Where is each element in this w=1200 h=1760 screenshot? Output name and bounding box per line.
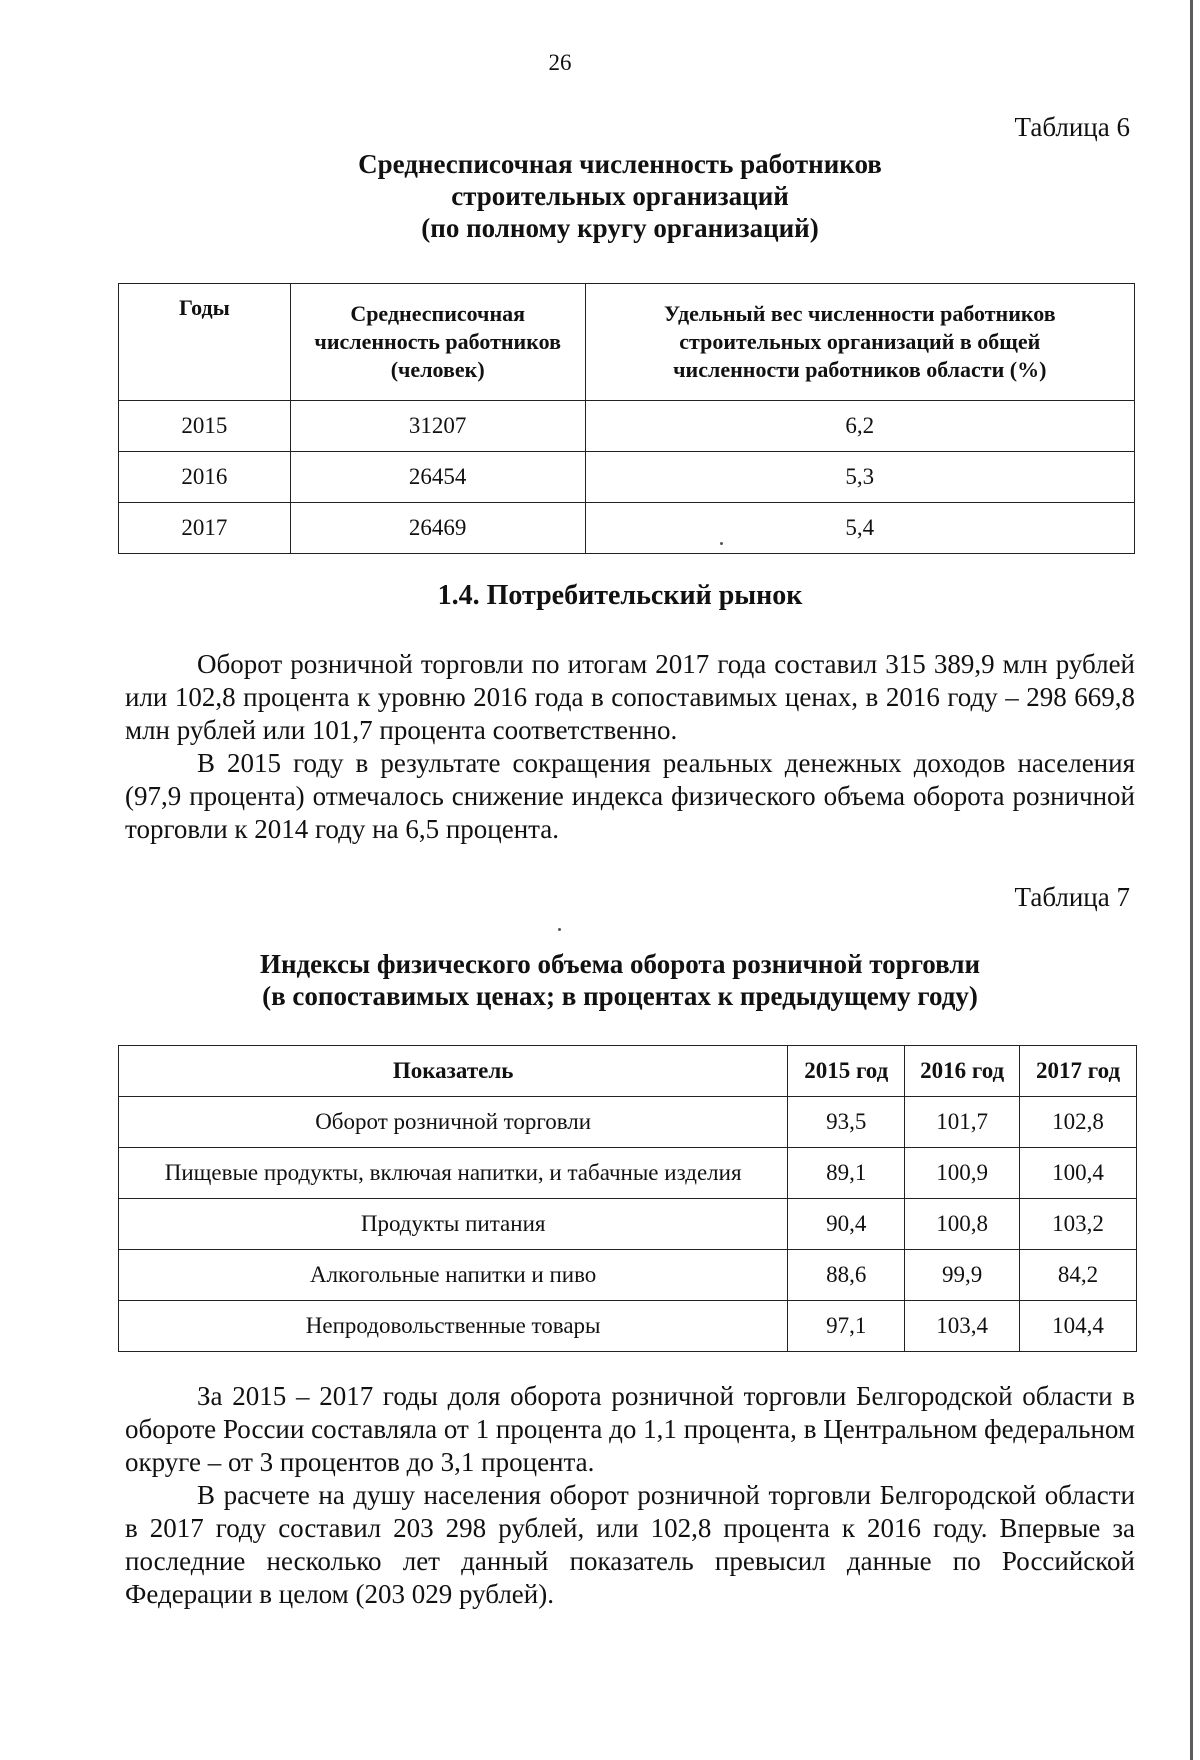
table7-cell: 84,2 [1020, 1250, 1137, 1301]
table-row [119, 1199, 1137, 1250]
paragraph-block-1 [125, 648, 1135, 846]
table7-label: Таблица 7 [1014, 882, 1130, 912]
table7-cell: 88,6 [788, 1250, 905, 1301]
table-row [119, 503, 1135, 554]
table6-header-row [119, 284, 1135, 401]
table7-cell: 90,4 [788, 1199, 905, 1250]
table6-title-line: Среднесписочная численность работников [358, 149, 882, 179]
table7-header-cell: 2017 год [1020, 1046, 1137, 1097]
table7-cell: 93,5 [788, 1097, 905, 1148]
table7-cell: Непродовольственные товары [119, 1301, 788, 1352]
table-row [119, 1250, 1137, 1301]
table6-header-cell: Среднесписочная численность работников (человек) [290, 284, 585, 401]
table6-label: Таблица 6 [1014, 112, 1130, 142]
table6-cell: 26454 [290, 452, 585, 503]
table7-cell: 89,1 [788, 1148, 905, 1199]
table-row [119, 401, 1135, 452]
table6-cell: 5,4 [585, 503, 1134, 554]
paragraph: В расчете на душу населения оборот розничной торговли Белгородской области в 2017 году составил 203 298 рублей, или 102,8 процента к 2016 году. Впервые за последние несколько лет данный показатель превысил данные по Российской Федерации в целом (203 029 рублей). [125, 1480, 1135, 1609]
table7 [118, 1045, 1137, 1352]
table7-cell: 100,4 [1020, 1148, 1137, 1199]
table6-header-cell: Годы [119, 284, 291, 401]
table7-title-line: (в сопоставимых ценах; в процентах к предыдущему году) [262, 981, 978, 1011]
table6-header-cell: Удельный вес численности работников строительных организаций в общей численности работников области (%) [585, 284, 1134, 401]
table6-cell: 5,3 [585, 452, 1134, 503]
section-title: 1.4. Потребительский рынок [437, 580, 803, 611]
scan-speck [720, 542, 723, 545]
table7-cell: 100,8 [905, 1199, 1020, 1250]
table6-cell: 2015 [119, 401, 291, 452]
table7-cell: Алкогольные напитки и пиво [119, 1250, 788, 1301]
table6-cell: 2017 [119, 503, 291, 554]
paragraph-block-2 [125, 1380, 1135, 1611]
table7-cell: 100,9 [905, 1148, 1020, 1199]
paragraph: В 2015 году в результате сокращения реальных денежных доходов населения (97,9 процента) отмечалось снижение индекса физического объема оборота розничной торговли к 2014 году на 6,5 процента. [125, 748, 1135, 844]
scan-speck [558, 928, 561, 931]
paragraph: За 2015 – 2017 годы доля оборота розничной торговли Белгородской области в обороте России составляла от 1 процента до 1,1 процента, в Центральном федеральном округе – от 3 процентов до 3,1 процента. [125, 1381, 1135, 1477]
table6-title-line: (по полному кругу организаций) [421, 213, 819, 243]
table7-header-cell: 2015 год [788, 1046, 905, 1097]
table7-cell: 102,8 [1020, 1097, 1137, 1148]
table7-title-line: Индексы физического объема оборота розничной торговли [259, 949, 981, 979]
table7-cell: 104,4 [1020, 1301, 1137, 1352]
table7-cell: 101,7 [905, 1097, 1020, 1148]
table6-title-line: строительных организаций [451, 181, 789, 211]
table-row [119, 452, 1135, 503]
table7-header-cell: Показатель [119, 1046, 788, 1097]
table7-cell: Оборот розничной торговли [119, 1097, 788, 1148]
table7-title [0, 948, 1200, 1012]
table7-cell: 99,9 [905, 1250, 1020, 1301]
table-row [119, 1301, 1137, 1352]
table6-cell: 2016 [119, 452, 291, 503]
table7-cell: Продукты питания [119, 1199, 788, 1250]
page-number: 26 [548, 50, 572, 75]
table6-cell: 26469 [290, 503, 585, 554]
scan-edge-line [1190, 0, 1193, 1760]
table6-cell: 6,2 [585, 401, 1134, 452]
table6-cell: 31207 [290, 401, 585, 452]
table7-cell: 97,1 [788, 1301, 905, 1352]
table7-header-cell: 2016 год [905, 1046, 1020, 1097]
table-row [119, 1148, 1137, 1199]
table6 [118, 283, 1135, 554]
paragraph: Оборот розничной торговли по итогам 2017 года составил 315 389,9 млн рублей или 102,8 процента к уровню 2016 года в сопоставимых ценах, в 2016 году – 298 669,8 млн рублей или 101,7 процента соответственно. [125, 649, 1135, 745]
table7-cell: 103,2 [1020, 1199, 1137, 1250]
table7-cell: Пищевые продукты, включая напитки, и табачные изделия [119, 1148, 788, 1199]
table7-cell: 103,4 [905, 1301, 1020, 1352]
table7-header-row [119, 1046, 1137, 1097]
table-row [119, 1097, 1137, 1148]
table6-title [0, 148, 1200, 244]
